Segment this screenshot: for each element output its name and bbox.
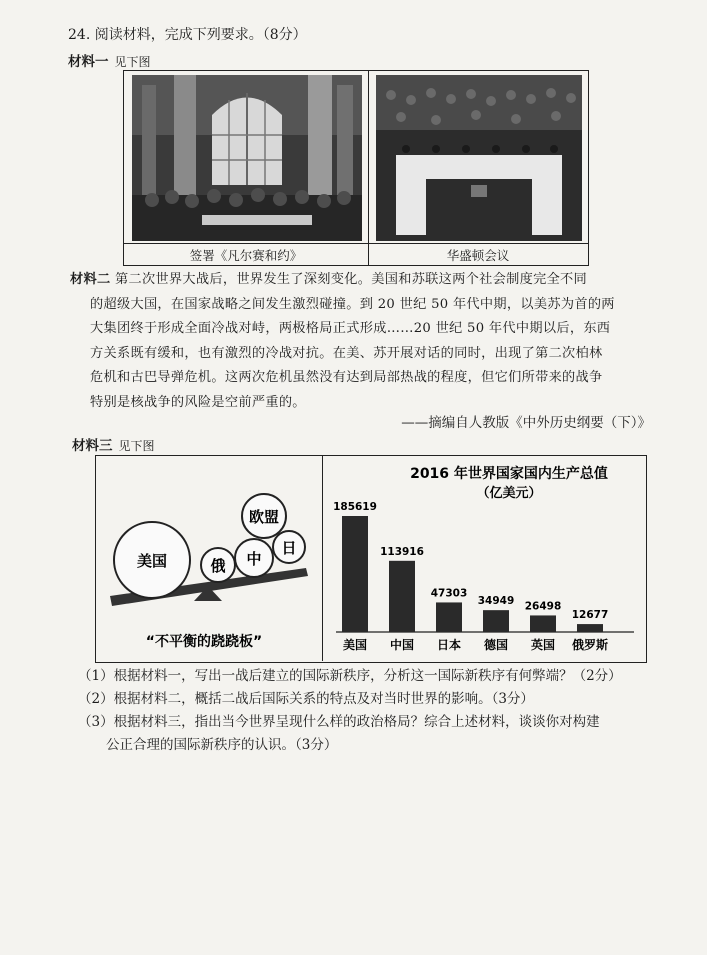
photo-divider <box>368 71 369 265</box>
material3-label <box>72 434 155 454</box>
washington-caption: 华盛顿会议 <box>446 248 510 263</box>
category-label-1: 中国 <box>389 638 415 652</box>
bar-0 <box>342 516 368 632</box>
question-2: （2）根据材料二，概括二战后国际关系的特点及对当时世界的影响。（3分） <box>78 691 534 707</box>
material1-label <box>68 50 151 70</box>
material2-line-2: 的超级大国，在国家战略之间发生激烈碰撞。到 20 世纪 50 年代中期，以美苏为首的两 <box>90 296 615 312</box>
material2-label: 材料二 <box>70 272 111 287</box>
versailles-signing-photo <box>132 75 362 241</box>
bar-3 <box>483 610 509 632</box>
material3-divider <box>322 456 323 661</box>
question-1: （1）根据材料一，写出一战后建立的国际新秩序，分析这一国际新秩序有何弊端？（2分） <box>78 668 622 684</box>
russia-circle-label: 俄 <box>210 557 226 575</box>
material2-line-4: 方关系既有缓和，也有激烈的冷战对抗。在美、苏开展对话的同时，出现了第二次柏林 <box>90 345 603 361</box>
material3-note: 见下图 <box>118 439 155 453</box>
material2-line-5: 危机和古巴导弹危机。这两次危机虽然没有达到局部热战的程度，但它们所带来的战争 <box>90 370 603 386</box>
bar-value-label-0: 185619 <box>333 501 377 513</box>
bar-4 <box>530 615 556 632</box>
bar-value-label-4: 26498 <box>524 600 562 613</box>
washington-conference-photo <box>376 75 582 241</box>
bar-value-label-2: 47303 <box>430 587 468 600</box>
bar-5 <box>577 624 603 632</box>
material2-line-3: 大集团终于形成全面冷战对峙，两极格局正式形成……20 世纪 50 年代中期以后，东西 <box>90 321 611 337</box>
category-label-5: 俄罗斯 <box>571 638 609 652</box>
japan-circle-label: 日 <box>281 539 297 557</box>
category-label-4: 英国 <box>530 638 556 652</box>
bar-value-label-3: 34949 <box>477 595 515 608</box>
question-3-line-2: 公正合理的国际新秩序的认识。（3分） <box>106 737 338 753</box>
bar-2 <box>436 602 462 632</box>
material2-source: ——摘编自人教版《中外历史纲要（下）》 <box>401 415 651 431</box>
category-label-0: 美国 <box>342 638 368 652</box>
chart-subtitle: （亿美元） <box>476 486 542 501</box>
seesaw-caption: “不平衡的跷跷板” <box>145 634 263 650</box>
material2-line-6: 特别是核战争的风险是空前严重的。 <box>90 394 306 410</box>
unbalanced-seesaw-cartoon <box>96 456 322 661</box>
photo-caption-row <box>124 243 588 266</box>
material1-note: 见下图 <box>114 55 151 69</box>
material1-label-text: 材料一 <box>68 54 109 70</box>
question-3-line-1: （3）根据材料三，指出当今世界呈现什么样的政治格局？综合上述材料，谈谈你对构建 <box>78 714 600 730</box>
china-circle-label: 中 <box>246 550 262 568</box>
material1-photo-table <box>123 70 589 266</box>
bar-1 <box>389 561 415 632</box>
category-label-2: 日本 <box>436 638 462 652</box>
question-title: 24. 阅读材料，完成下列要求。（8分） <box>68 27 307 43</box>
versailles-caption: 签署《凡尔赛和约》 <box>189 248 303 263</box>
bar-value-label-5: 12677 <box>571 609 609 622</box>
eu-circle-label: 欧盟 <box>248 508 280 526</box>
bar-value-label-1: 113916 <box>380 545 424 558</box>
chart-title: 2016 年世界国家国内生产总值 <box>410 466 608 482</box>
material3-box <box>95 455 647 663</box>
material2-line-1 <box>70 268 650 293</box>
category-label-3: 德国 <box>483 638 509 652</box>
material2-paragraph <box>70 268 650 416</box>
usa-circle-label: 美国 <box>136 552 168 570</box>
material2-line-1-text: 第二次世界大战后，世界发生了深刻变化。美国和苏联这两个社会制度完全不同 <box>114 272 588 287</box>
material3-label-text: 材料三 <box>72 438 113 454</box>
gdp-bar-chart <box>324 456 646 661</box>
